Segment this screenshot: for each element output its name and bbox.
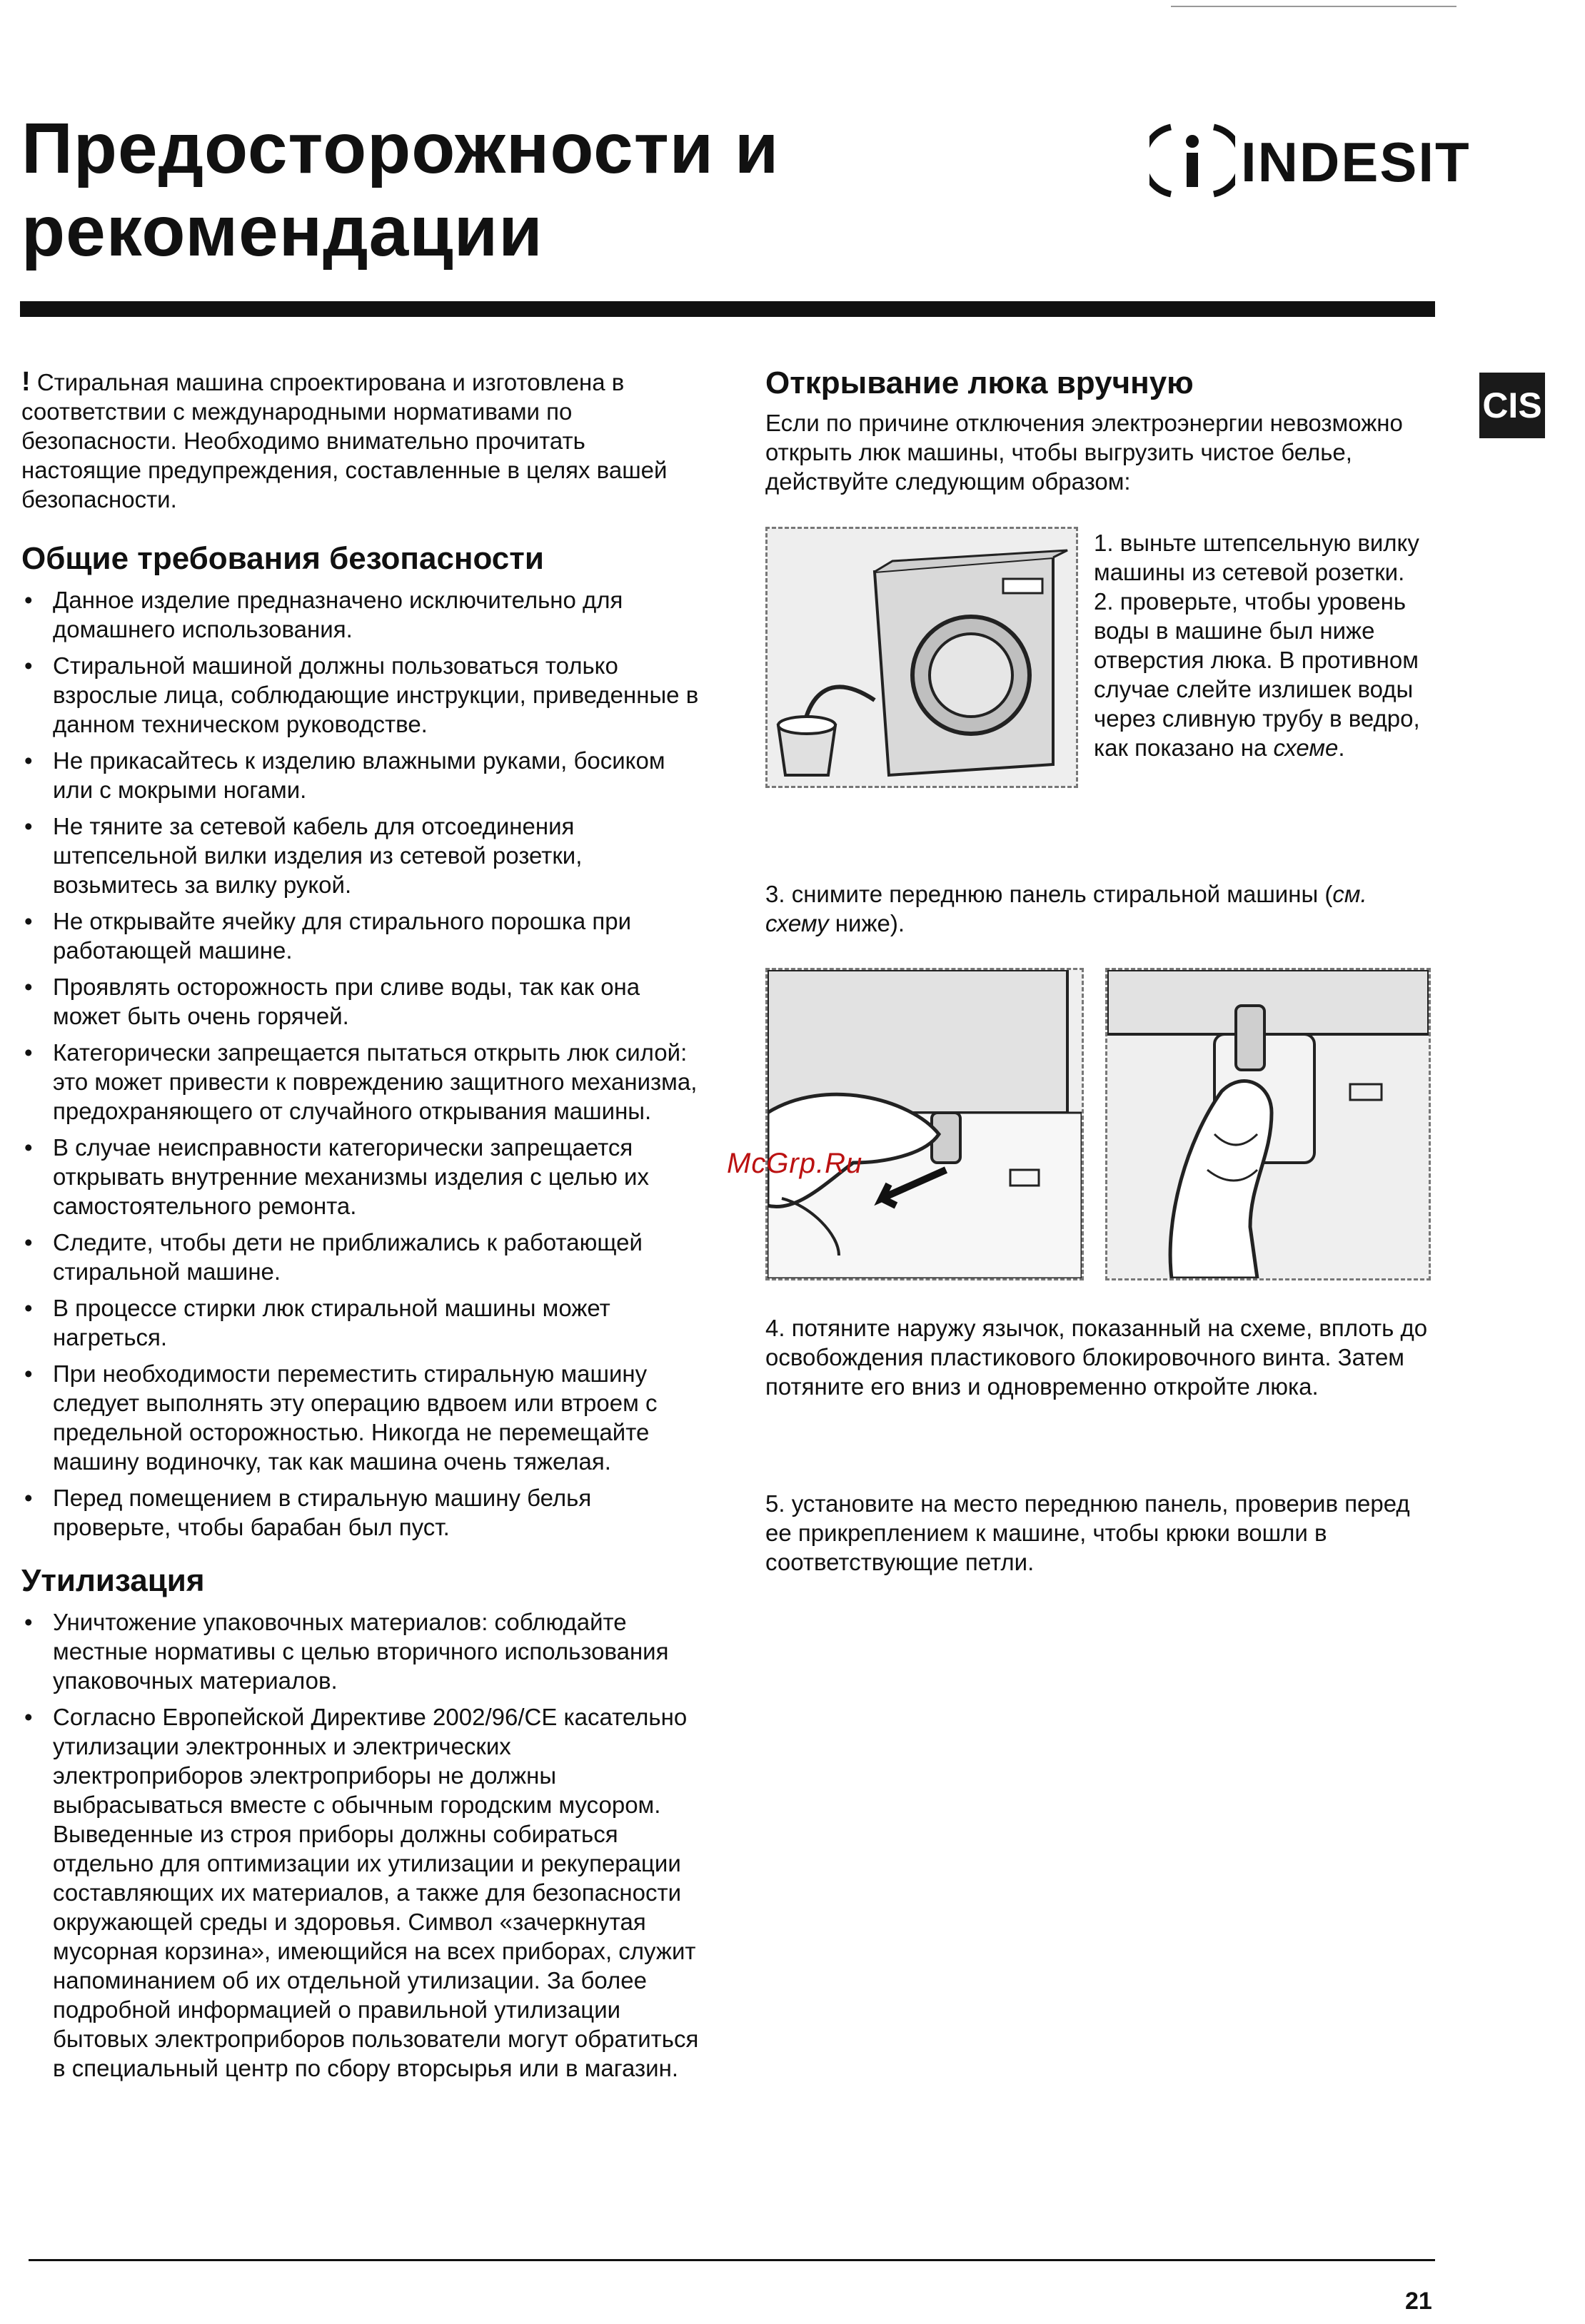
title-line-2: рекомендации [21,191,543,271]
page-number: 21 [1405,2288,1432,2315]
footer-rule [29,2259,1435,2261]
washing-machine-illustration [768,529,1076,786]
step-5: 5. установите на место переднюю панель, проверив перед ее прикреплением к машине, чтобы крюки вошли в соответствующие петли. [765,1490,1410,1575]
page-title [21,107,779,273]
disposal-heading: Утилизация [21,1563,205,1598]
safety-heading: Общие требования безопасности [21,541,544,576]
brand-logo [1149,121,1471,200]
step-4: 4. потяните наружу язычок, показанный на схеме, вплоть до освобождения пластикового блокировочного винта. Затем потяните его вниз и одновременно откройте люка. [765,1315,1428,1400]
list-item: • В случае неисправности категорически запрещается открывать внутренние механизмы изделия с целью их самостоятельного ремонта. [24,1134,649,1219]
list-item: • Не прикасайтесь к изделию влажными руками, босиком или с мокрыми ногами. [24,747,665,803]
intro-paragraph [21,368,700,514]
list-item: • Согласно Европейской Директиве 2002/96/CE касательно утилизации электронных и электрических электроприборов электроприборы не должны выбрасываться вместе с обычным городским мусором. Выведенные из строя приборы должны собираться отдельно для оптимизации их утилизации и рекуперации составляющих их материалов, а также для безопасности окружающей среды и здоровья. Символ «зачеркнутая мусорная корзина», имеющийся на всех приборах, служит напоминанием об их отдельной утилизации. За более подробной информацией о правильной утилизации бытовых электроприборов пользователи могут обратиться в специальный центр по сбору вторсырья или в магазин. [24,1704,699,2081]
door-heading: Открывание люка вручную [765,365,1194,400]
warning-mark: ! [21,367,31,397]
panel-figure-right [1105,968,1431,1280]
list-item: • Уничтожение упаковочных материалов: соблюдайте местные нормативы с целью вторичного использования упаковочных материалов. [24,1609,669,1694]
panel-figure-left [765,968,1084,1280]
step-3: 3. снимите переднюю панель стиральной машины (см. схему ниже). [765,881,1367,936]
step-2: 2. проверьте, чтобы уровень воды в машине был ниже отверстия люка. В противном случае слейте излишек воды через сливную трубу в ведро, как показано на схеме. [1094,588,1420,761]
title-line-1: Предосторожности и [21,108,780,188]
door-intro: Если по причине отключения электроэнергии невозможно открыть люк машины, чтобы выгрузить чистое белье, действуйте следующим образом: [765,410,1403,495]
watermark: McGrp.Ru [727,1148,863,1179]
list-item: • Не тяните за сетевой кабель для отсоединения штепсельной вилки изделия из сетевой розетки, возьмитесь за вилку рукой. [24,813,583,898]
right-column [765,364,1436,496]
list-item: • Данное изделие предназначено исключительно для домашнего использования. [24,587,623,642]
panel-removal-illustration [768,970,1082,1278]
indesit-i-icon [1149,121,1235,200]
drain-figure [765,527,1078,788]
disposal-list [21,1607,700,2083]
tab-pull-illustration [1107,970,1429,1278]
list-item: • В процессе стирки люк стиральной машины может нагреться. [24,1295,610,1350]
top-dash-line [1171,6,1456,7]
list-item: • При необходимости переместить стиральную машину следует выполнять эту операцию вдвоем или втроем с предельной осторожностью. Никогда не перемещайте машину водиночку, так как машина очень тяжелая. [24,1360,658,1475]
safety-list [21,585,700,1542]
list-item: • Стиральной машиной должны пользоваться только взрослые лица, соблюдающие инструкции, приведенные в данном техническом руководстве. [24,652,699,737]
list-item: • Проявлять осторожность при сливе воды, так как она может быть очень горячей. [24,974,640,1029]
brand-name: INDESIT [1241,131,1471,193]
header-rule [20,301,1435,317]
list-item: • Не открывайте ячейку для стирального порошка при работающей машине. [24,908,632,964]
step-1: 1. выньте штепсельную вилку машины из сетевой розетки. [1094,530,1419,585]
language-tab: CIS [1479,373,1545,438]
list-item: • Следите, чтобы дети не приближались к работающей стиральной машине. [24,1229,643,1285]
list-item: • Перед помещением в стиральную машину белья проверьте, чтобы барабан был пуст. [24,1485,592,1540]
steps-1-2 [1094,528,1436,762]
list-item: • Категорически запрещается пытаться открыть люк силой: это может привести к повреждению защитного механизма, предохраняющего от случайного открывания машины. [24,1039,698,1124]
left-column [21,368,700,2083]
intro-text: Стиральная машина спроектирована и изготовлена в соответствии с международными нормативами по безопасности. Необходимо внимательно прочитать настоящие предупреждения, составленные в целях вашей безопасности. [21,369,668,512]
